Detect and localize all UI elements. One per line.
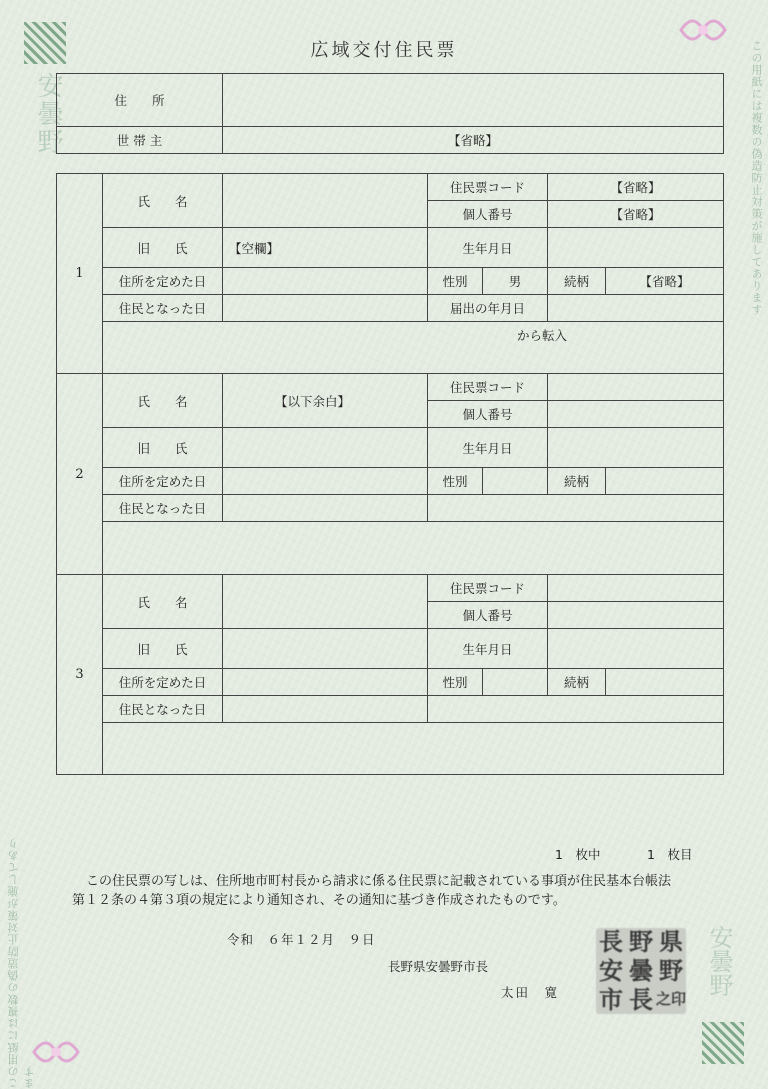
address-date-value <box>223 268 428 295</box>
notify-date-value <box>548 295 724 322</box>
birth-label: 生年月日 <box>428 228 548 268</box>
seal-char: 長 <box>629 984 653 1014</box>
gender-label: 性別 <box>428 468 483 495</box>
name-value: 【以下余白】 <box>223 374 428 428</box>
birth-value <box>548 629 724 669</box>
former-name-label: 旧 氏 <box>103 228 223 268</box>
code-label: 住民票コード <box>428 575 548 602</box>
birth-label: 生年月日 <box>428 428 548 468</box>
code-value <box>548 575 724 602</box>
name-label: 氏 名 <box>103 575 223 629</box>
relation-label: 続柄 <box>548 468 606 495</box>
address-value <box>223 74 724 127</box>
person-number: 2 <box>57 374 103 575</box>
city-logo-watermark: 安曇野 <box>33 72 63 156</box>
remark-text: から転入 <box>103 322 724 348</box>
gender-label: 性別 <box>428 669 483 696</box>
relation-value <box>606 468 724 495</box>
certification-statement <box>72 872 726 910</box>
address-date-label: 住所を定めた日 <box>103 669 223 696</box>
resident-date-value <box>223 495 428 522</box>
seal-char: 安 <box>599 955 623 985</box>
issue-date: 令和 ６年１２月 ９日 <box>227 932 376 947</box>
seal-char: 之印 <box>656 990 687 1009</box>
householder-label: 世 帯 主 <box>57 127 223 154</box>
seal-char: 県 <box>659 927 683 957</box>
notify-date-label: 届出の年月日 <box>428 295 548 322</box>
gender-value <box>483 669 548 696</box>
gender-label: 性別 <box>428 268 483 295</box>
remark-space <box>103 348 724 374</box>
address-date-value <box>223 468 428 495</box>
person-number: 1 <box>57 174 103 374</box>
name-value <box>223 575 428 629</box>
name-label: 氏 名 <box>103 374 223 428</box>
security-pattern-bottom-right <box>702 1022 744 1064</box>
anti-forgery-note-left: この用紙には複数の偽造防止対策が施してあります <box>7 837 36 1089</box>
resident-date-value <box>223 295 428 322</box>
resident-table <box>56 173 724 775</box>
name-label: 氏 名 <box>103 174 223 228</box>
statement-line-1: この住民票の写しは、住所地市町村長から請求に係る住民票に記載されている事項が住民基本台帳法 <box>86 874 672 889</box>
address-date-label: 住所を定めた日 <box>103 268 223 295</box>
blank-cell <box>428 696 724 723</box>
mynumber-value: 【省略】 <box>548 201 724 228</box>
sheet-number: 1 枚目 <box>647 847 693 862</box>
header-table <box>56 73 724 154</box>
seal-char: 長 <box>599 927 623 957</box>
gender-value <box>483 468 548 495</box>
former-name-value <box>223 428 428 468</box>
former-name-value <box>223 629 428 669</box>
blank-cell <box>428 495 724 522</box>
address-date-value <box>223 669 428 696</box>
seal-char: 曇 <box>629 955 653 985</box>
resident-date-value <box>223 696 428 723</box>
mynumber-value <box>548 602 724 629</box>
resident-date-label: 住民となった日 <box>103 295 223 322</box>
code-value: 【省略】 <box>548 174 724 201</box>
birth-label: 生年月日 <box>428 629 548 669</box>
issuer-title: 長野県安曇野市長 <box>388 959 489 974</box>
former-name-label: 旧 氏 <box>103 629 223 669</box>
seal-char: 市 <box>599 984 623 1014</box>
relation-value: 【省略】 <box>606 268 724 295</box>
name-value <box>223 174 428 228</box>
sheets-total: 1 枚中 <box>555 847 601 862</box>
code-label: 住民票コード <box>428 374 548 401</box>
resident-date-label: 住民となった日 <box>103 696 223 723</box>
address-date-label: 住所を定めた日 <box>103 468 223 495</box>
mynumber-label: 個人番号 <box>428 602 548 629</box>
relation-label: 続柄 <box>548 268 606 295</box>
address-label: 住 所 <box>57 74 223 127</box>
mynumber-value <box>548 401 724 428</box>
gender-value: 男 <box>483 268 548 295</box>
seal-char: 野 <box>629 927 653 957</box>
remark-text <box>103 723 724 775</box>
statement-line-2: 第１２条の４第３項の規定により通知され、その通知に基づき作成されたものです。 <box>72 893 566 908</box>
relation-value <box>606 669 724 696</box>
mynumber-label: 個人番号 <box>428 201 548 228</box>
anti-forgery-note-right: この用紙には複数の偽造防止対策が施してあります <box>750 40 763 316</box>
person-number: 3 <box>57 575 103 775</box>
birth-value <box>548 428 724 468</box>
official-seal <box>596 928 686 1014</box>
city-name-watermark: 安曇野 <box>705 925 733 997</box>
seal-char: 野 <box>659 955 683 985</box>
birth-value <box>548 228 724 268</box>
resident-date-label: 住民となった日 <box>103 495 223 522</box>
document-title: 広域交付住民票 <box>310 40 458 61</box>
mynumber-label: 個人番号 <box>428 401 548 428</box>
householder-value: 【省略】 <box>223 127 724 154</box>
former-name-value: 【空欄】 <box>223 228 428 268</box>
code-value <box>548 374 724 401</box>
mayor-name: 太田 寛 <box>501 985 560 1000</box>
remark-text <box>103 522 724 575</box>
relation-label: 続柄 <box>548 669 606 696</box>
code-label: 住民票コード <box>428 174 548 201</box>
former-name-label: 旧 氏 <box>103 428 223 468</box>
